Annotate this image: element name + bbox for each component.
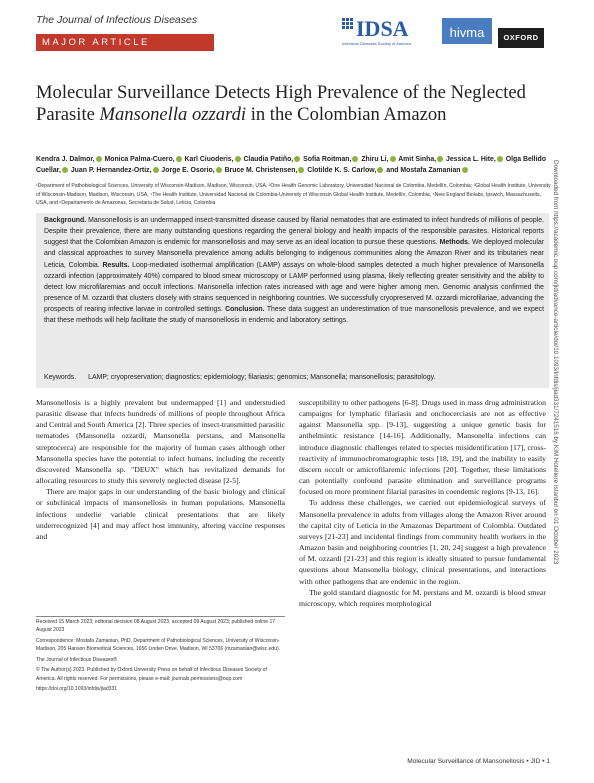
orcid-icon[interactable] xyxy=(390,156,396,162)
footnotes xyxy=(36,618,285,696)
article-title xyxy=(36,82,546,125)
orcid-icon[interactable] xyxy=(352,156,358,162)
orcid-icon[interactable] xyxy=(235,156,241,162)
abstract xyxy=(44,215,544,327)
orcid-icon[interactable] xyxy=(176,156,182,162)
title-post: in the Colombian Amazon xyxy=(246,103,447,125)
body-column-left xyxy=(36,397,285,542)
author-list xyxy=(36,154,551,176)
keywords xyxy=(44,374,544,381)
body-paragraph: Mansonellosis is a highly prevalent but undermapped [1] and understudied parasitic disease that infects hundreds of millions of people throughout Africa and Central and South America [2]. Three species of insect-transmitted parasitic nematodes (Mansonella ozzardi, Mansonella perstans, and Mansonella streptocerca) are responsible for the majority of human cases although other Mansonella species have the potential to infect humans, including the recently discovered Mansonella sp. "DEUX" which has revitalized demands for allocating resources to study this severely neglected disease [2-5]. xyxy=(36,398,285,486)
orcid-icon[interactable] xyxy=(377,167,383,173)
idsa-logo xyxy=(340,12,436,50)
author-name: Bruce M. Christensen, xyxy=(224,167,298,174)
oxford-logo: OXFORD xyxy=(498,28,544,48)
author-name: Juan P. Hernandez-Ortiz, xyxy=(70,167,152,174)
author-name: Jessica L. Hite, xyxy=(446,156,496,163)
results-label: Results. xyxy=(99,261,130,269)
body-paragraph: The gold standard diagnostic for M. perstans and M. ozzardi is blood smear microscopy, which requires morphological xyxy=(299,587,546,608)
orcid-icon[interactable] xyxy=(153,167,159,173)
conclusion-text: These data suggest an underestimation of true mansonellosis prevalence, and we expect that these methods will help facilitate the study of mansonellosis in endemic and laboratory settings. xyxy=(44,306,544,325)
author-name: Jorge E. Osorio, xyxy=(161,167,215,174)
body-paragraph: To address these challenges, we carried out epidemiological surveys of Mansonella prevalence in adults from villages along the Amazon River around the capital city of Leticia in the Amazonas Department of Colombia. Outdated surveys [21-23] and incidental findings from community health workers in the Amazon basin and neighboring countries [1, 20, 24] suggest a high prevalence of M. ozzardi [21-23] and this region is ideally situated to pursue fundamental questions about Mansonella biology, clinical presentations, and interactions with other pathogens that are endemic in the region. xyxy=(299,498,546,586)
received-dates: Received 15 March 2023; editorial decision 08 August 2023; accepted 09 August 2023; published online 17 August 2023 xyxy=(36,619,276,634)
author-name: Claudia Patiño, xyxy=(243,156,294,163)
page-footer: Molecular Surveillance of Mansonellosis • JID • 1 xyxy=(407,758,550,765)
hivma-logo-text: hivma xyxy=(449,25,485,40)
author-name: Monica Palma-Cuero, xyxy=(104,156,175,163)
body-paragraph: There are major gaps in our understanding of the basic biology and clinical or subclinical impacts of mansonellosis in human populations. Mansonella infections underlie variable clinical presentations that are likely underrecognized [4] and may affect host immunity, altering vaccine responses and xyxy=(36,487,285,541)
background-text: Mansonellosis is an undermapped insect-transmitted disease caused by filarial nematodes that are estimated to infect hundreds of millions of people. Despite their prevalence, there are many outstanding questions regarding the general biology and health impacts of the responsible parasites. Historical reports suggest that the Colombian Amazon is endemic for mansonellosis and may serve as an ideal location to pursue these questions. xyxy=(44,217,544,247)
keywords-label: Keywords. xyxy=(44,374,77,381)
orcid-icon[interactable] xyxy=(62,167,68,173)
orcid-icon[interactable] xyxy=(298,167,304,173)
author-name: Olga Bellido Cuellar, xyxy=(36,156,546,174)
author-name: and Mostafa Zamanian xyxy=(386,167,461,174)
download-watermark: Downloaded from https://academic.oup.com/jid/advance-article/doi/10.1093/infdis/jiad331/7241516 by KIM Hoteliere Istanbul on 01 October 2023 xyxy=(552,160,559,565)
methods-text: We deployed molecular and classical approaches to survey Mansonella prevalence among adults belonging to indigenous communities along the Amazon River and its tributaries near Leticia, Colombia. xyxy=(44,239,545,269)
doi-link[interactable]: https://doi.org/10.1093/infdis/jiad331 xyxy=(36,686,118,693)
copyright: © The Author(s) 2023. Published by Oxford University Press on behalf of Infectious Diseases Society of America. All rights reserved. For permissions, please e-mail: journals.permissions@oup.com xyxy=(36,667,267,682)
orcid-icon[interactable] xyxy=(96,156,102,162)
title-italic: Mansonella ozzardi xyxy=(99,103,247,125)
conclusion-label: Conclusion. xyxy=(222,306,265,314)
author-name: Kendra J. Dalmor, xyxy=(36,156,95,163)
correspondence: Correspondence: Mostafa Zamanian, PhD, Department of Pathobiological Sciences, University of Wisconsin-Madison, 205 Hanson Biomedical Sciences, 1656 Linden Drive, Madison, WI 53706 (mzamanian@wisc.edu). xyxy=(36,637,281,653)
body-column-right xyxy=(299,397,546,609)
results-text: Loop-mediated isothermal amplification (LAMP) assays on whole-blood samples detected a much higher prevalence of Mansonella ozzardi infection (approximately 40%) compared to blood smear microscopy or LAMP performed using plasma, likely reflecting greater sensitivity and the ability to detect low microfilaremias and occult infections. Mansonella infection rates increased with age and were higher among men. Genomic analysis confirmed the presence of M. ozzardi that clusters closely with strains sequenced in neighboring countries. We successfully cryopreserved M. ozzardi microfilariae, advancing the prospects of rearing infective larvae in controlled settings. xyxy=(44,261,544,314)
author-name: Clotilde K. S. Carlow, xyxy=(307,167,377,174)
journal-line: The Journal of Infectious Diseases® xyxy=(36,656,118,663)
author-name: Zhiru Li, xyxy=(361,156,389,163)
article-type-banner: MAJOR ARTICLE xyxy=(36,34,214,51)
author-name: Karl Ciuoderis, xyxy=(184,156,234,163)
background-label: Background. xyxy=(44,217,87,224)
footnote-divider xyxy=(36,616,285,617)
methods-label: Methods. xyxy=(437,239,470,247)
journal-name: The Journal of Infectious Diseases xyxy=(36,14,198,26)
author-name: Sofia Roitman, xyxy=(303,156,352,163)
orcid-icon[interactable] xyxy=(216,167,222,173)
affiliations: ¹Department of Pathobiological Sciences, University of Wisconsin-Madison, Madison, Wisconsin, USA, ²One Health Genomic Laboratory, Universidad Nacional de Colombia, Medellín, Colombia; ³Global Health Institute, University of Wisconsin-Madison, Madison, Wisconsin, USA, ⁴The Health Institute, Universidad Nacional de Colombia-University of Wisconsin Global Health Institute, Medellín, Colombia, ⁵New England Biolabs, Ipswich, Massachusetts, USA, and ⁶Departamento de Amazonas, Secretaria de Salud, Leticia, Colombia xyxy=(36,183,551,207)
keywords-text: LAMP; cryopreservation; diagnostics; epidemiology; filariasis; genomics; Mansonella; mansonellosis; parasitology. xyxy=(88,374,436,381)
hivma-logo xyxy=(442,12,492,50)
title-pre: Molecular Surveillance Detects High Prevalence of the Neglected Parasite xyxy=(36,82,526,125)
orcid-icon[interactable] xyxy=(437,156,443,162)
idsa-logo-text: IDSA xyxy=(356,16,409,41)
author-name: Amit Sinha, xyxy=(398,156,437,163)
idsa-logo-tagline: Infectious Diseases Society of America xyxy=(342,41,411,46)
orcid-icon[interactable] xyxy=(294,156,300,162)
orcid-icon[interactable] xyxy=(497,156,503,162)
orcid-icon[interactable] xyxy=(462,167,468,173)
body-paragraph: susceptibility to other pathogens [6-8]. Drugs used in mass drug administration campaigns for lymphatic filariasis and onchocerciasis are not as effective against Mansonella spp. [9-13], suggesting a unique genetic basis for anthelmintic resistance [14-16]. Additionally, Mansonella infections can introduce diagnostic challenges related to species misidentification [17], cross-reactivity of immunochromatographic tests [18, 19], and the inability to easily discern occult or amicrofilaremic infections [20]. Together, these limitations can potentially confound parasite elimination and surveillance programs focused on more prominent filarial parasites in coendemic regions [9-13, 16]. xyxy=(299,398,546,497)
